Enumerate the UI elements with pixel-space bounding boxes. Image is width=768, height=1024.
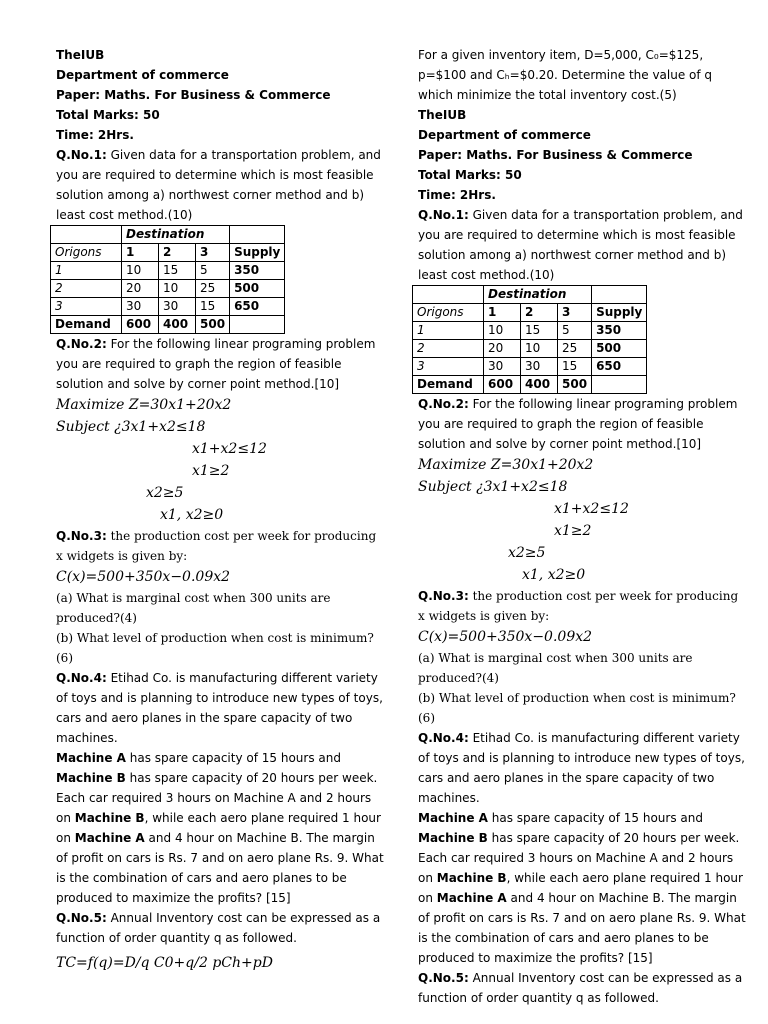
machine-a-label: Machine A [436, 891, 507, 905]
table-row [51, 262, 285, 280]
department-name: Department of commerce [418, 128, 591, 142]
cost-cell: 15 [521, 322, 558, 340]
question-1-label: Q.No.1: [56, 148, 107, 162]
cost-cell: 30 [484, 358, 521, 376]
question-4-body [418, 808, 748, 968]
table-corner [51, 226, 122, 244]
question-4-text: and 4 hour on Machine B. The margin of profit on cars is Rs. 7 and on aero plane Rs. 9. What is the combination of cars and aero planes to be produced to maximize the profits? [15] [56, 831, 384, 905]
machine-a-label: Machine A [56, 751, 126, 765]
institution-name: TheIUB [56, 48, 105, 62]
table-row [413, 322, 647, 340]
inventory-formula: TC=f(q)=D/q C0+q/2 pCh+pD [56, 955, 273, 971]
total-marks: Total Marks: 50 [418, 168, 522, 182]
cost-cell: 10 [159, 280, 196, 298]
left-column [56, 45, 386, 974]
paper-title: Paper: Maths. For Business & Commerce [418, 148, 693, 162]
origin-cell: 1 [51, 262, 122, 280]
cost-cell: 20 [122, 280, 159, 298]
origins-header: Origons [51, 244, 122, 262]
question-2-label: Q.No.2: [418, 397, 469, 411]
question-3a: (a) What is marginal cost when 300 units are produced?(4) [418, 651, 693, 685]
constraint-2: x1+x2≤12 [192, 441, 267, 457]
destination-header: Destination [484, 286, 592, 304]
origin-cell: 1 [413, 322, 484, 340]
exam-time: Time: 2Hrs. [56, 128, 134, 142]
table-row [51, 298, 285, 316]
question-5-text: Annual Inventory cost can be expressed as a function of order quantity q as followed. [56, 911, 381, 945]
demand-row [51, 316, 285, 334]
demand-label: Demand [51, 316, 122, 334]
col-header: 1 [122, 244, 159, 262]
question-5-label: Q.No.5: [56, 911, 107, 925]
col-header: 1 [484, 304, 521, 322]
table-blank [230, 316, 285, 334]
question-1 [56, 145, 386, 225]
constraint-2: x1+x2≤12 [554, 501, 629, 517]
transportation-table [50, 225, 285, 334]
question-3 [418, 586, 748, 626]
origin-cell: 3 [51, 298, 122, 316]
department-name: Department of commerce [56, 68, 229, 82]
question-3 [56, 526, 386, 566]
constraint-4: x2≥5 [508, 545, 546, 561]
question-3-text: the production cost per week for producing x widgets is given by: [418, 589, 739, 623]
question-3a: (a) What is marginal cost when 300 units are produced?(4) [56, 591, 331, 625]
objective-function: Maximize Z=30x1+20x2 [56, 397, 232, 413]
constraint-3: x1≥2 [554, 523, 592, 539]
cost-formula: C(x)=500+350x−0.09x2 [418, 629, 593, 645]
supply-cell: 650 [592, 358, 647, 376]
table-blank [230, 226, 285, 244]
demand-row [413, 376, 647, 394]
destination-header: Destination [122, 226, 230, 244]
table-row [413, 340, 647, 358]
cost-cell: 30 [159, 298, 196, 316]
constraint-5: x1, x2≥0 [160, 507, 224, 523]
right-column [418, 45, 748, 1008]
origin-cell: 2 [51, 280, 122, 298]
question-1-text: Given data for a transportation problem, and you are required to determine which is most feasible solution among a) northwest corner method and b) least cost method.(10) [56, 148, 381, 222]
demand-cell: 500 [196, 316, 230, 334]
supply-cell: 650 [230, 298, 285, 316]
cost-cell: 5 [558, 322, 592, 340]
cost-cell: 30 [521, 358, 558, 376]
demand-cell: 400 [521, 376, 558, 394]
question-3-label: Q.No.3: [418, 589, 469, 603]
machine-b-label: Machine B [418, 831, 488, 845]
origin-cell: 3 [413, 358, 484, 376]
question-1-label: Q.No.1: [418, 208, 469, 222]
question-2-text: For the following linear programing problem you are required to graph the region of feasible solution and solve by corner point method.[10] [56, 337, 376, 391]
question-5-label: Q.No.5: [418, 971, 469, 985]
question-5-given: For a given inventory item, D=5,000, C₀=$125, p=$100 and Cₕ=$0.20. Determine the value of q which minimize the total inventory cost.(5) [418, 48, 713, 102]
machine-b-label: Machine B [56, 771, 126, 785]
cost-cell: 10 [122, 262, 159, 280]
question-4-text: has spare capacity of 20 hours per week. Each car required 3 hours on Machine A and 2 hours on [418, 831, 740, 885]
question-4-text: has spare capacity of 15 hours and [487, 811, 703, 825]
question-3b: (b) What level of production when cost is minimum?(6) [56, 631, 374, 665]
demand-cell: 600 [484, 376, 521, 394]
machine-b-label: Machine B [436, 871, 507, 885]
supply-cell: 350 [230, 262, 285, 280]
question-4-text: , while each aero plane required 1 hour on [56, 811, 381, 845]
question-2-text: For the following linear programing problem you are required to graph the region of feasible solution and solve by corner point method.[10] [418, 397, 738, 451]
transportation-table [412, 285, 647, 394]
question-4-text: and 4 hour on Machine B. The margin of profit on cars is Rs. 7 and on aero plane Rs. 9. What is the combination of cars and aero planes to be produced to maximize the profits? [15] [418, 891, 746, 965]
question-4-text: has spare capacity of 15 hours and [125, 751, 341, 765]
question-4-text: , while each aero plane required 1 hour on [418, 871, 743, 905]
origins-header: Origons [413, 304, 484, 322]
question-4-text: Etihad Co. is manufacturing different variety of toys and is planning to introduce new types of toys, cars and aero planes in the spare capacity of two machines. [418, 731, 745, 805]
cost-cell: 20 [484, 340, 521, 358]
table-blank [592, 376, 647, 394]
demand-cell: 400 [159, 316, 196, 334]
question-2 [418, 394, 748, 454]
constraint-1: Subject ¿3x1+x2≤18 [418, 479, 568, 495]
question-2-label: Q.No.2: [56, 337, 107, 351]
question-5 [56, 908, 386, 948]
question-3b: (b) What level of production when cost is minimum?(6) [418, 691, 736, 725]
col-header: 2 [159, 244, 196, 262]
question-4-label: Q.No.4: [418, 731, 469, 745]
cost-cell: 5 [196, 262, 230, 280]
question-1 [418, 205, 748, 285]
question-4 [418, 728, 748, 808]
question-2 [56, 334, 386, 394]
demand-cell: 600 [122, 316, 159, 334]
table-corner [413, 286, 484, 304]
col-header: 2 [521, 304, 558, 322]
question-5-text: Annual Inventory cost can be expressed as a function of order quantity q as followed. [418, 971, 743, 1005]
question-3-text: the production cost per week for producing x widgets is given by: [56, 529, 377, 563]
machine-b-label: Machine B [74, 811, 145, 825]
constraint-5: x1, x2≥0 [522, 567, 586, 583]
supply-header: Supply [230, 244, 285, 262]
constraint-4: x2≥5 [146, 485, 184, 501]
cost-cell: 25 [196, 280, 230, 298]
total-marks: Total Marks: 50 [56, 108, 160, 122]
institution-name: TheIUB [418, 108, 467, 122]
demand-cell: 500 [558, 376, 592, 394]
objective-function: Maximize Z=30x1+20x2 [418, 457, 594, 473]
exam-time: Time: 2Hrs. [418, 188, 496, 202]
constraint-1: Subject ¿3x1+x2≤18 [56, 419, 206, 435]
col-header: 3 [558, 304, 592, 322]
cost-cell: 15 [196, 298, 230, 316]
table-row [51, 280, 285, 298]
cost-cell: 30 [122, 298, 159, 316]
supply-cell: 500 [592, 340, 647, 358]
question-1-text: Given data for a transportation problem, and you are required to determine which is most feasible solution among a) northwest corner method and b) least cost method.(10) [418, 208, 743, 282]
question-4-body [56, 748, 386, 908]
supply-cell: 350 [592, 322, 647, 340]
origin-cell: 2 [413, 340, 484, 358]
supply-cell: 500 [230, 280, 285, 298]
cost-cell: 25 [558, 340, 592, 358]
table-blank [592, 286, 647, 304]
col-header: 3 [196, 244, 230, 262]
question-4-text: Etihad Co. is manufacturing different variety of toys and is planning to introduce new types of toys, cars and aero planes in the spare capacity of two machines. [56, 671, 383, 745]
question-5 [418, 968, 748, 1008]
machine-a-label: Machine A [418, 811, 488, 825]
cost-cell: 15 [558, 358, 592, 376]
supply-header: Supply [592, 304, 647, 322]
demand-label: Demand [413, 376, 484, 394]
table-row [413, 358, 647, 376]
question-4-label: Q.No.4: [56, 671, 107, 685]
constraint-3: x1≥2 [192, 463, 230, 479]
cost-formula: C(x)=500+350x−0.09x2 [56, 569, 231, 585]
question-4 [56, 668, 386, 748]
machine-a-label: Machine A [74, 831, 145, 845]
cost-cell: 10 [521, 340, 558, 358]
cost-cell: 15 [159, 262, 196, 280]
paper-title: Paper: Maths. For Business & Commerce [56, 88, 331, 102]
question-4-text: has spare capacity of 20 hours per week. Each car required 3 hours on Machine A and 2 hours on [56, 771, 378, 825]
cost-cell: 10 [484, 322, 521, 340]
question-3-label: Q.No.3: [56, 529, 107, 543]
